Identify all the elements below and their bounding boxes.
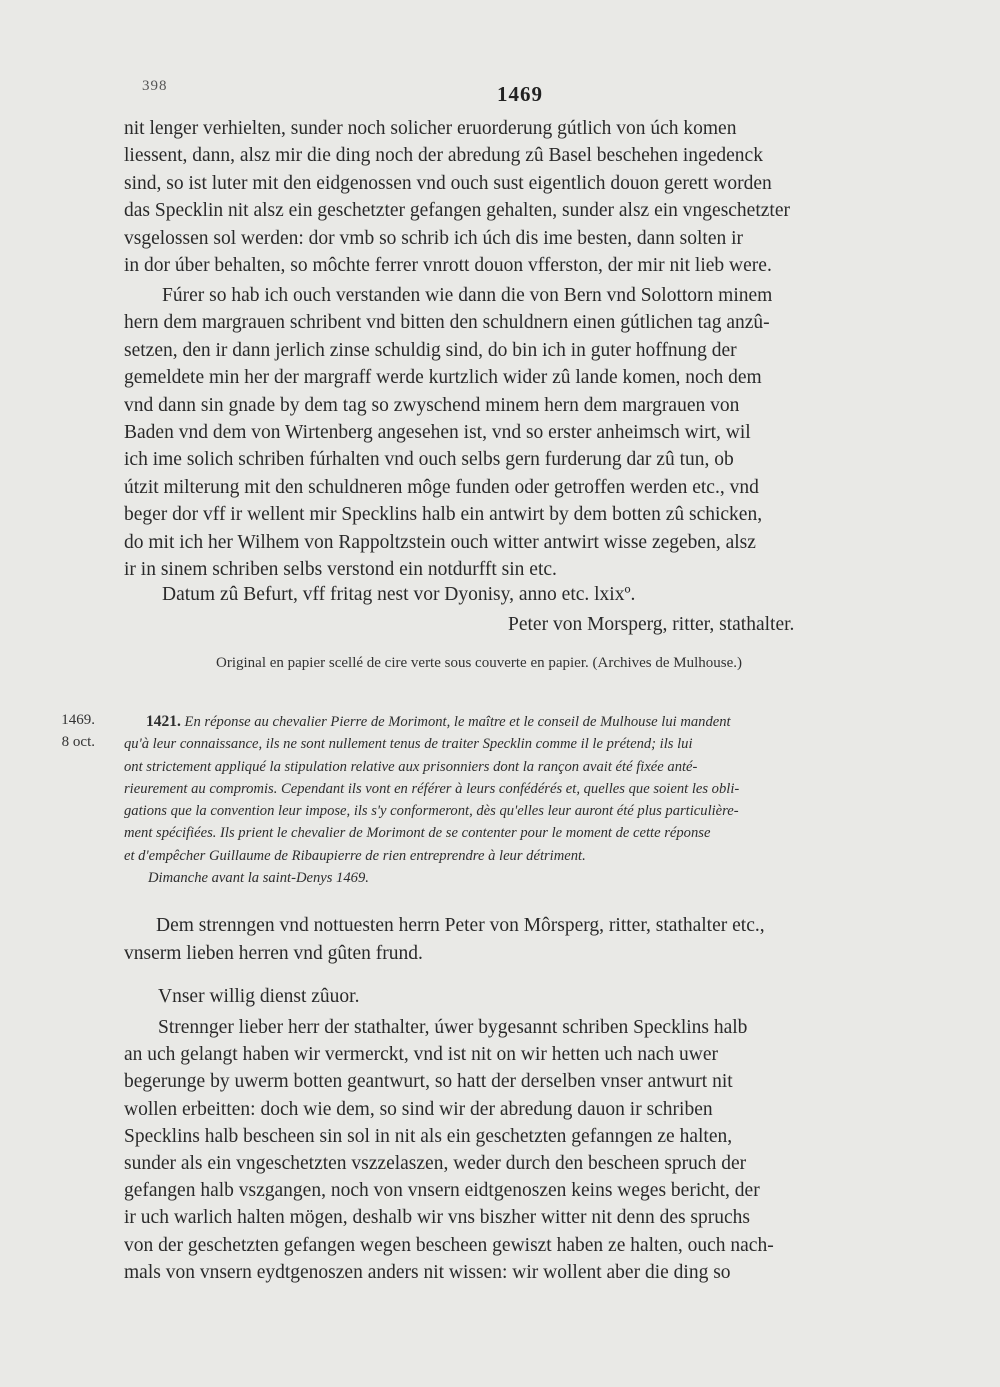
text-line: rieurement au compromis. Cependant ils vont en référer à leurs confédérés et, quelles que soient les obli-: [124, 780, 740, 797]
text-line: ir in sinem schriben selbs verstond ein notdurfft sin etc.: [124, 559, 557, 581]
text-line: beger dor vff ir wellent mir Specklins halb ein antwirt by dem botten zû schicken,: [124, 504, 763, 526]
text-line: et d'empêcher Guillaume de Ribaupierre de rien entreprendre à leur détriment.: [124, 847, 586, 864]
text-line: En réponse au chevalier Pierre de Morimont, le maître et le conseil de Mulhouse lui mandent: [184, 714, 731, 730]
text-line: begerunge by uwerm botten geantwurt, so hatt der derselben vnser antwurt nit: [124, 1071, 733, 1093]
text-line: mals von vnsern eydtgenoszen anders nit wissen: wir wollent aber die ding so: [124, 1261, 731, 1283]
text-line: Fúrer so hab ich ouch verstanden wie dann die von Bern vnd Solottorn minem: [162, 285, 773, 306]
text-line: do mit ich her Wilhem von Rappoltzstein ouch witter antwirt wisse zegeben, alsz: [124, 531, 756, 553]
margin-day: 8 oct.: [61, 734, 95, 750]
text-line: Strennger lieber herr der stathalter, úwer bygesannt schriben Specklins halb: [158, 1017, 748, 1038]
text-line: vnd dann sin gnade by dem tag so zwyschend minem hern dem margrauen von: [124, 394, 740, 416]
running-head-year: 1469: [497, 82, 543, 106]
text-line: ont strictement appliqué la stipulation relative aux prisonniers dont la rançon avait été fixée anté-: [124, 758, 698, 775]
text-line: útzit milterung mit den schuldneren môge funden oder getroffen werden etc., vnd: [124, 476, 759, 498]
text-line: nit lenger verhielten, sunder noch solicher eruorderung gútlich von úch komen: [124, 118, 737, 139]
entry-date: Dimanche avant la saint-Denys 1469.: [148, 870, 369, 887]
page-number: 398: [142, 78, 168, 94]
margin-year: 1469.: [61, 712, 95, 728]
text-line: das Specklin nit alsz ein geschetzter gefangen gehalten, sunder alsz ein vngeschetzter: [124, 200, 790, 222]
text-line: ir uch warlich halten mögen, deshalb wir vns biszher witter nit denn des spruchs: [124, 1207, 751, 1229]
text-line: sunder als ein vngeschetzten vszzelaszen, weder durch den bescheen spruch der: [124, 1153, 747, 1175]
text-line: Dem strenngen vnd nottuesten herrn Peter von Môrsperg, ritter, stathalter etc.,: [156, 915, 765, 936]
text-line: wollen erbeitten: doch wie dem, so sind wir der abredung dauon ir schriben: [124, 1098, 713, 1120]
text-line: setzen, den ir dann jerlich zinse schuldig sind, do bin ich in guter hoffnung der: [124, 339, 737, 361]
text-line: hern dem margrauen schribent vnd bitten den schuldnern einen gútlichen tag anzû-: [124, 312, 770, 334]
text-line: vsgelossen sol werden: dor vmb so schrib ich úch dis ime besten, dann solten ir: [124, 227, 744, 249]
text-line: an uch gelangt haben wir vermerckt, vnd ist nit on wir hetten uch nach uwer: [124, 1044, 719, 1066]
text-line: sind, so ist luter mit den eidgenossen vnd ouch sust eigentlich douon gerett worden: [124, 172, 772, 194]
letter2-address: [124, 912, 912, 967]
text-line: qu'à leur connaissance, ils ne sont nullement tenus de traiter Specklin comme il le prétend; ils lui: [124, 736, 693, 753]
letter1-date-line: Datum zû Befurt, vff fritag nest vor Dyonisy, anno etc. lxixº.: [162, 584, 636, 605]
letter2-body: [124, 1014, 912, 1286]
text-line: vnserm lieben herren vnd gûten frund.: [124, 942, 423, 964]
text-line: gemeldete min her der margraff werde kurtzlich wider zû lande komen, noch dem: [124, 367, 762, 389]
text-line: Baden vnd dem von Wirtenberg angesehen ist, vnd so erster anheimsch wirt, wil: [124, 422, 751, 444]
source-note: Original en papier scellé de cire verte sous couverte en papier. (Archives de Mulhouse.): [216, 655, 743, 671]
text-line: gations que la convention leur impose, ils s'y conformeront, dès qu'elles leur auront été plus particulière-: [124, 803, 739, 820]
text-line: ich ime solich schriben fúrhalten vnd ouch selbs gern furderung dar zû tun, ob: [124, 449, 734, 471]
letter2-greeting: Vnser willig dienst zûuor.: [158, 986, 360, 1007]
text-line: Specklins halb bescheen sin sol in nit als ein geschetzten gefanngen ze halten,: [124, 1125, 733, 1147]
text-line: in dor úber behalten, so môchte ferrer vnrott douon vfferston, der mir nit lieb were.: [124, 255, 772, 277]
text-line: gefangen halb vszgangen, noch von vnsern eidtgenoszen keins weges bericht, der: [124, 1180, 760, 1202]
text-line: liessent, dann, alsz mir die ding noch der abredung zû Basel beschehen ingedenck: [124, 145, 763, 167]
entry-number: 1421.: [146, 713, 181, 730]
letter1-paragraph-1: [124, 115, 912, 279]
text-line: von der geschetzten gefangen wegen bescheen gewiszt haben ze halten, ouch nach-: [124, 1234, 774, 1256]
text-line: ment spécifiées. Ils prient le chevalier de Morimont de se contenter pour le moment de cette réponse: [124, 825, 711, 842]
entry-summary: [124, 711, 904, 889]
letter1-paragraph-2: [124, 282, 912, 583]
letter1-signature: Peter von Morsperg, ritter, stathalter.: [508, 614, 795, 635]
